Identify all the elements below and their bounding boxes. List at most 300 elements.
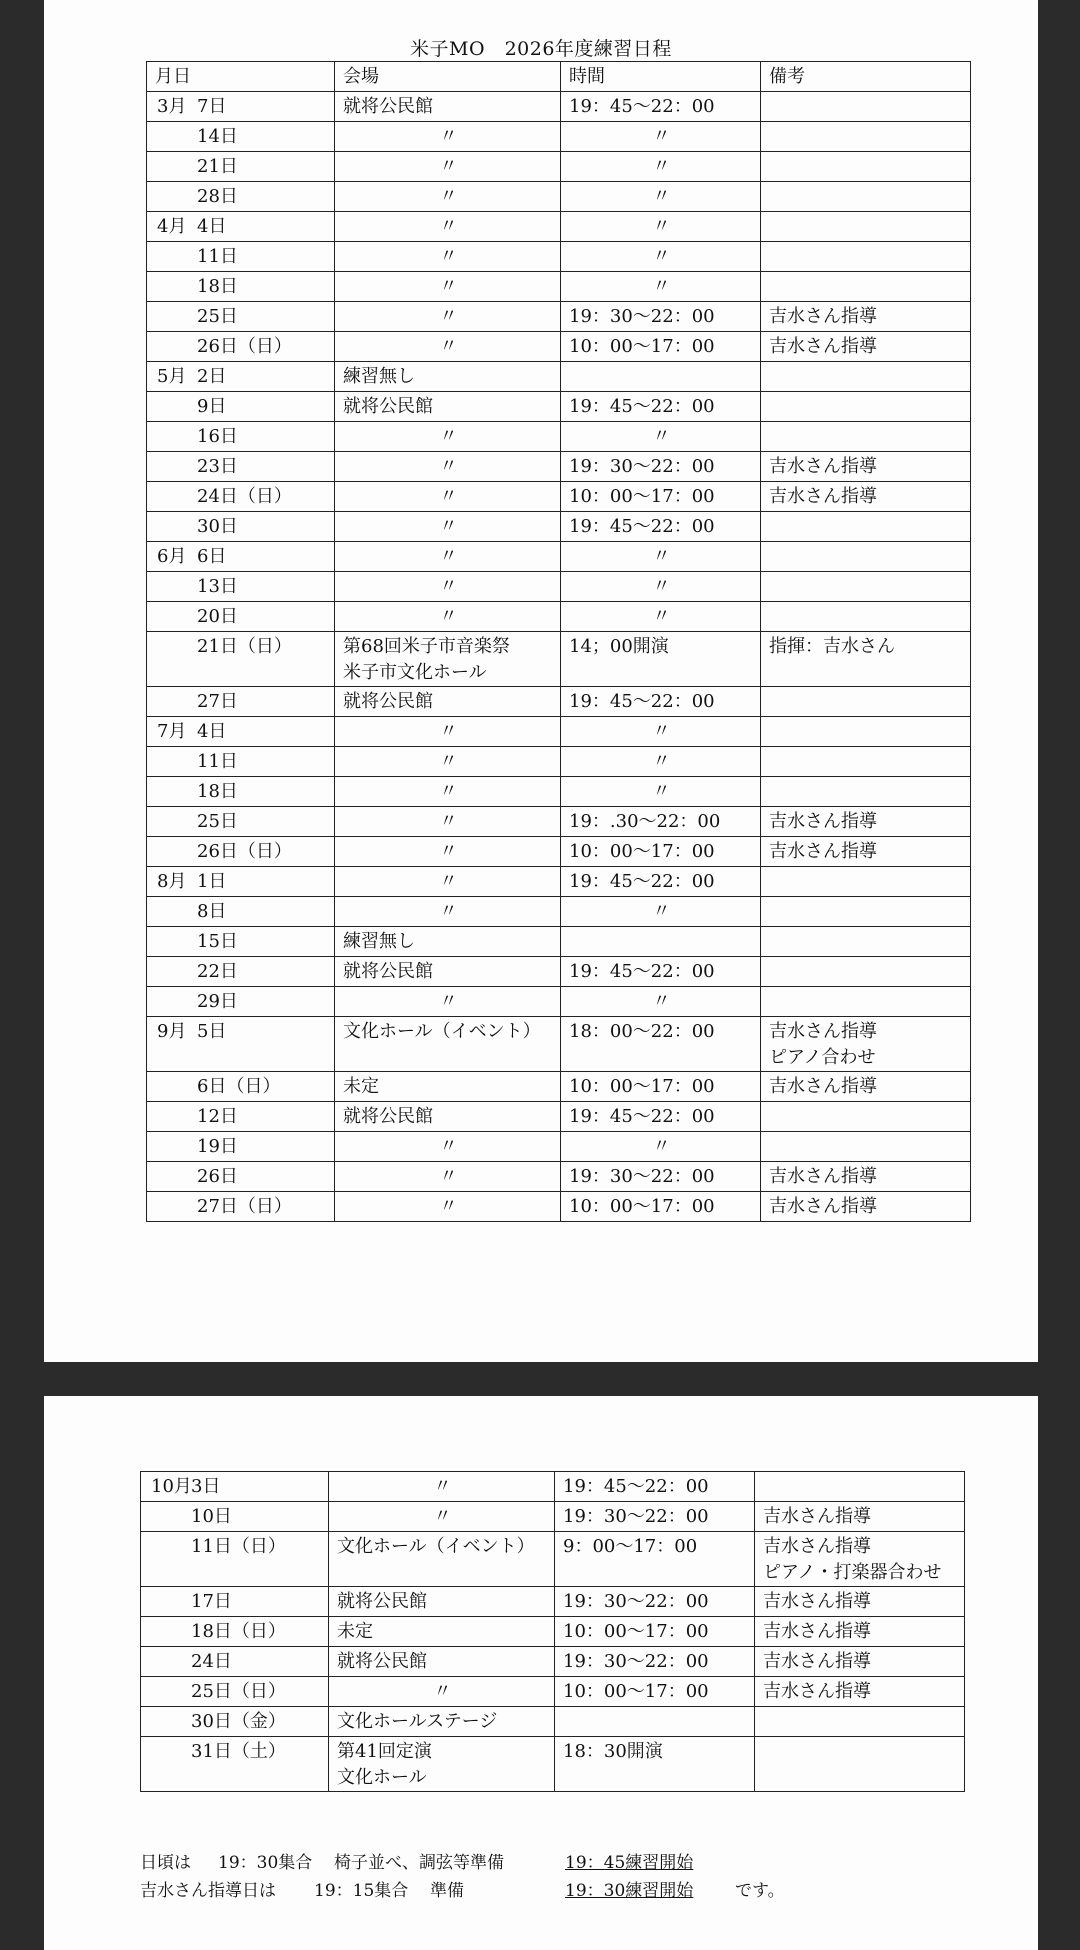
- venue-cell: [335, 542, 561, 572]
- date-cell: [147, 332, 335, 362]
- table-row: [147, 272, 971, 302]
- table-row: [147, 1017, 971, 1072]
- day-text: 11日: [197, 751, 238, 772]
- day-text: 25日: [197, 811, 238, 832]
- day-text: 22日: [197, 961, 238, 982]
- time-cell: [561, 1192, 761, 1222]
- table-row: [147, 807, 971, 837]
- venue-cell: [335, 927, 561, 957]
- date-cell: [147, 1132, 335, 1162]
- date-cell: [147, 572, 335, 602]
- venue-text: 就将公民館: [343, 961, 433, 982]
- time-text: 18：00〜22：00: [569, 1021, 715, 1042]
- time-cell: [555, 1532, 755, 1587]
- note-text: 指揮：吉水さん: [769, 636, 895, 657]
- venue-cell: [329, 1472, 555, 1502]
- venue-text: 未定: [337, 1621, 373, 1642]
- time-cell: [561, 1132, 761, 1162]
- day-text: 11日（日）: [191, 1536, 286, 1557]
- table-row: [147, 92, 971, 122]
- time-text: 〃: [652, 606, 671, 627]
- venue-cell: [335, 122, 561, 152]
- day-text: 1日: [197, 871, 227, 892]
- note-cell: [761, 152, 971, 182]
- footer-2-suffix: です。: [735, 1881, 785, 1901]
- note-cell: [761, 362, 971, 392]
- venue-text: 文化ホール（イベント）: [343, 1021, 541, 1042]
- day-text: 4日: [197, 216, 227, 237]
- venue-text: 〃: [439, 721, 458, 742]
- venue-cell: [335, 807, 561, 837]
- time-text: 〃: [652, 1136, 671, 1157]
- venue-text: 〃: [439, 306, 458, 327]
- table-row: [141, 1502, 965, 1532]
- time-text: 〃: [652, 156, 671, 177]
- venue-text: 〃: [439, 246, 458, 267]
- venue-text: 〃: [439, 426, 458, 447]
- day-text: 7日: [197, 96, 227, 117]
- venue-cell: [335, 717, 561, 747]
- time-text: 〃: [652, 991, 671, 1012]
- venue-cell: [329, 1587, 555, 1617]
- note-cell: [755, 1617, 965, 1647]
- footer-2-prep: 準備: [430, 1881, 464, 1901]
- note-cell: [761, 512, 971, 542]
- note-text: [769, 244, 964, 270]
- note-text: [769, 989, 964, 1015]
- time-cell: [555, 1677, 755, 1707]
- note-text: [769, 779, 964, 805]
- venue-cell: [329, 1677, 555, 1707]
- time-text: 〃: [652, 216, 671, 237]
- venue-text: 第68回米子市音楽祭: [343, 636, 510, 657]
- note-text: [769, 424, 964, 450]
- table-row: [147, 1102, 971, 1132]
- table-row: [141, 1707, 965, 1737]
- note-cell: [761, 1017, 971, 1072]
- time-text: 19：30〜22：00: [569, 456, 715, 477]
- date-cell: [147, 512, 335, 542]
- month-text: 10月: [151, 1476, 192, 1497]
- note-cell: [761, 777, 971, 807]
- note-cell: [755, 1472, 965, 1502]
- table-row: [147, 602, 971, 632]
- time-cell: [561, 1072, 761, 1102]
- footer-1-gather: 19：30集合: [218, 1853, 313, 1873]
- table-row: [147, 152, 971, 182]
- day-text: 12日: [197, 1106, 238, 1127]
- month-text: 6月: [157, 546, 187, 567]
- footer-line-2: [140, 1876, 785, 1901]
- venue-text: 米子市文化ホール: [343, 662, 487, 683]
- date-cell: [147, 362, 335, 392]
- day-text: 28日: [197, 186, 238, 207]
- day-text: 15日: [197, 931, 238, 952]
- venue-cell: [335, 837, 561, 867]
- table-row: [141, 1647, 965, 1677]
- note-text: [769, 184, 964, 210]
- time-text: 19：30〜22：00: [563, 1651, 709, 1672]
- day-text: 18日（日）: [191, 1621, 286, 1642]
- day-text: 14日: [197, 126, 238, 147]
- date-cell: [147, 1017, 335, 1072]
- venue-cell: [335, 302, 561, 332]
- note-cell: [761, 182, 971, 212]
- month-text: 4月: [157, 216, 187, 237]
- date-cell: [141, 1472, 329, 1502]
- header-time: 時間: [561, 62, 761, 92]
- venue-cell: [335, 1102, 561, 1132]
- note-cell: [755, 1502, 965, 1532]
- venue-text: 就将公民館: [337, 1591, 427, 1612]
- time-text: 〃: [652, 721, 671, 742]
- note-cell: [761, 1132, 971, 1162]
- time-text: 19：45〜22：00: [569, 961, 715, 982]
- table-header-row: [147, 62, 971, 92]
- day-text: 11日: [197, 246, 238, 267]
- note-cell: [761, 717, 971, 747]
- venue-cell: [335, 1192, 561, 1222]
- note-text: 吉水さん指導: [763, 1651, 871, 1672]
- time-text: 〃: [652, 126, 671, 147]
- time-cell: [555, 1587, 755, 1617]
- note-cell: [761, 837, 971, 867]
- date-cell: [147, 392, 335, 422]
- time-text: 19：45〜22：00: [569, 691, 715, 712]
- venue-cell: [335, 152, 561, 182]
- note-text: 吉水さん指導: [763, 1591, 871, 1612]
- date-cell: [147, 602, 335, 632]
- note-cell: [761, 957, 971, 987]
- time-text: 10：00〜17：00: [569, 336, 715, 357]
- time-text: 19：.30〜22：00: [569, 811, 721, 832]
- note-text: [769, 689, 964, 715]
- time-cell: [561, 542, 761, 572]
- date-cell: [147, 542, 335, 572]
- day-text: 10日: [191, 1506, 232, 1527]
- time-text: 10：00〜17：00: [569, 1196, 715, 1217]
- day-text: 23日: [197, 456, 238, 477]
- table-row: [147, 687, 971, 717]
- note-text: [769, 749, 964, 775]
- venue-text: 就将公民館: [343, 396, 433, 417]
- venue-cell: [335, 897, 561, 927]
- venue-text: 〃: [439, 1196, 458, 1217]
- day-text: 26日: [197, 1166, 238, 1187]
- table-row: [147, 482, 971, 512]
- header-note: 備考: [761, 62, 971, 92]
- time-cell: [561, 777, 761, 807]
- note-cell: [755, 1587, 965, 1617]
- date-cell: [147, 122, 335, 152]
- footer-1-label: 日頃は: [140, 1853, 191, 1873]
- time-text: 19：30〜22：00: [569, 306, 715, 327]
- table-row: [147, 212, 971, 242]
- time-cell: [561, 572, 761, 602]
- table-row: [141, 1472, 965, 1502]
- note-text: 吉水さん指導: [769, 811, 877, 832]
- time-text: 10：00〜17：00: [569, 486, 715, 507]
- time-text: 10：00〜17：00: [569, 1076, 715, 1097]
- table-row: [147, 867, 971, 897]
- note-text: 吉水さん指導: [769, 1166, 877, 1187]
- time-cell: [561, 152, 761, 182]
- time-text: 19：45〜22：00: [569, 396, 715, 417]
- header-venue: 会場: [335, 62, 561, 92]
- date-cell: [147, 867, 335, 897]
- venue-text: 〃: [439, 486, 458, 507]
- time-cell: [561, 687, 761, 717]
- table-row: [147, 927, 971, 957]
- note-cell: [761, 572, 971, 602]
- venue-text: 〃: [439, 1166, 458, 1187]
- note-text: 吉水さん指導: [769, 1196, 877, 1217]
- time-text: 19：45〜22：00: [569, 871, 715, 892]
- venue-cell: [335, 687, 561, 717]
- note-text: [769, 929, 964, 955]
- note-text: 吉水さん指導: [769, 306, 877, 327]
- date-cell: [141, 1617, 329, 1647]
- note-text: 吉水さん指導: [769, 1021, 877, 1042]
- venue-cell: [329, 1502, 555, 1532]
- date-cell: [147, 777, 335, 807]
- day-text: 19日: [197, 1136, 238, 1157]
- note-text: [769, 1134, 964, 1160]
- time-cell: [561, 987, 761, 1017]
- date-cell: [147, 927, 335, 957]
- month-text: 5月: [157, 366, 187, 387]
- day-text: 27日（日）: [197, 1196, 292, 1217]
- day-text: 4日: [197, 721, 227, 742]
- note-cell: [761, 602, 971, 632]
- day-text: 6日（日）: [197, 1076, 281, 1097]
- venue-text: 就将公民館: [343, 1106, 433, 1127]
- table-row: [147, 422, 971, 452]
- note-text: ピアノ・打楽器合わせ: [763, 1562, 942, 1583]
- time-cell: [561, 302, 761, 332]
- date-cell: [141, 1707, 329, 1737]
- time-cell: [561, 452, 761, 482]
- date-cell: [147, 717, 335, 747]
- date-cell: [147, 747, 335, 777]
- table-row: [147, 572, 971, 602]
- time-cell: [561, 602, 761, 632]
- note-cell: [761, 242, 971, 272]
- note-cell: [761, 332, 971, 362]
- note-text: 吉水さん指導: [769, 486, 877, 507]
- venue-text: 〃: [439, 276, 458, 297]
- note-cell: [755, 1737, 965, 1792]
- note-text: [769, 154, 964, 180]
- venue-text: 〃: [439, 991, 458, 1012]
- day-text: 21日: [197, 156, 238, 177]
- time-text: 19：30〜22：00: [563, 1591, 709, 1612]
- date-cell: [147, 452, 335, 482]
- time-cell: [561, 867, 761, 897]
- table-row: [147, 242, 971, 272]
- venue-text: 〃: [439, 1136, 458, 1157]
- note-text: [769, 514, 964, 540]
- note-text: 吉水さん指導: [763, 1681, 871, 1702]
- note-cell: [761, 452, 971, 482]
- note-text: [769, 364, 964, 390]
- table-row: [147, 512, 971, 542]
- time-text: 〃: [652, 901, 671, 922]
- time-text: 19：30〜22：00: [563, 1506, 709, 1527]
- date-cell: [147, 687, 335, 717]
- day-text: 21日（日）: [197, 636, 292, 657]
- time-text: 〃: [652, 546, 671, 567]
- note-cell: [761, 632, 971, 687]
- note-text: 吉水さん指導: [763, 1621, 871, 1642]
- venue-text: 文化ホール: [337, 1767, 427, 1788]
- note-text: 吉水さん指導: [769, 456, 877, 477]
- note-cell: [761, 867, 971, 897]
- table-row: [147, 362, 971, 392]
- note-text: [769, 214, 964, 240]
- table-row: [141, 1532, 965, 1587]
- time-text: 10：00〜17：00: [563, 1681, 709, 1702]
- day-text: 5日: [197, 1021, 227, 1042]
- time-text: 〃: [652, 276, 671, 297]
- day-text: 3日: [191, 1476, 221, 1497]
- note-text: [763, 1739, 958, 1765]
- day-text: 13日: [197, 576, 238, 597]
- venue-text: 〃: [433, 1506, 452, 1527]
- venue-cell: [335, 392, 561, 422]
- note-cell: [761, 302, 971, 332]
- note-cell: [761, 1072, 971, 1102]
- note-text: [769, 959, 964, 985]
- venue-cell: [329, 1532, 555, 1587]
- venue-cell: [335, 777, 561, 807]
- note-cell: [755, 1707, 965, 1737]
- date-cell: [147, 957, 335, 987]
- time-cell: [555, 1472, 755, 1502]
- venue-text: 就将公民館: [343, 96, 433, 117]
- venue-text: 〃: [439, 546, 458, 567]
- time-cell: [561, 422, 761, 452]
- time-cell: [561, 927, 761, 957]
- time-cell: [555, 1617, 755, 1647]
- note-text: [769, 544, 964, 570]
- date-cell: [147, 242, 335, 272]
- document-page-1: [44, 0, 1038, 1362]
- day-text: 18日: [197, 276, 238, 297]
- time-cell: [561, 717, 761, 747]
- venue-cell: [329, 1617, 555, 1647]
- note-text: 吉水さん指導: [763, 1536, 871, 1557]
- date-cell: [147, 482, 335, 512]
- table-row: [141, 1737, 965, 1792]
- time-text: 10：00〜17：00: [563, 1621, 709, 1642]
- table-row: [147, 837, 971, 867]
- day-text: 29日: [197, 991, 238, 1012]
- note-cell: [761, 687, 971, 717]
- footer-1-prep: 椅子並べ、調弦等準備: [334, 1853, 504, 1873]
- venue-cell: [335, 572, 561, 602]
- venue-cell: [335, 482, 561, 512]
- note-text: [769, 94, 964, 120]
- date-cell: [147, 92, 335, 122]
- schedule-table-page-1: [146, 61, 971, 1222]
- table-row: [147, 122, 971, 152]
- day-text: 18日: [197, 781, 238, 802]
- table-row: [147, 747, 971, 777]
- day-text: 20日: [197, 606, 238, 627]
- note-cell: [761, 897, 971, 927]
- table-row: [147, 332, 971, 362]
- venue-text: 〃: [439, 576, 458, 597]
- footer-2-start: 19：30練習開始: [565, 1881, 694, 1901]
- date-cell: [147, 807, 335, 837]
- footer-line-1: [140, 1848, 693, 1873]
- date-cell: [141, 1737, 329, 1792]
- day-text: 25日（日）: [191, 1681, 286, 1702]
- note-cell: [761, 542, 971, 572]
- footer-1-start: 19：45練習開始: [565, 1853, 694, 1873]
- month-text: 7月: [157, 721, 187, 742]
- note-text: [769, 719, 964, 745]
- venue-cell: [335, 987, 561, 1017]
- note-cell: [755, 1647, 965, 1677]
- note-cell: [761, 212, 971, 242]
- time-cell: [561, 957, 761, 987]
- time-text: 〃: [652, 186, 671, 207]
- venue-text: 就将公民館: [343, 691, 433, 712]
- date-cell: [147, 152, 335, 182]
- day-text: 30日: [197, 516, 238, 537]
- table-row: [147, 957, 971, 987]
- table-row: [147, 777, 971, 807]
- venue-cell: [329, 1707, 555, 1737]
- venue-cell: [335, 422, 561, 452]
- venue-cell: [335, 242, 561, 272]
- time-cell: [561, 837, 761, 867]
- month-text: 3月: [157, 96, 187, 117]
- note-text: [763, 1709, 958, 1735]
- note-text: [769, 899, 964, 925]
- note-cell: [761, 927, 971, 957]
- day-text: 2日: [197, 366, 227, 387]
- venue-cell: [335, 182, 561, 212]
- time-cell: [561, 632, 761, 687]
- table-row: [147, 717, 971, 747]
- date-cell: [147, 837, 335, 867]
- time-cell: [561, 242, 761, 272]
- time-text: 19：45〜22：00: [569, 516, 715, 537]
- table-row: [147, 302, 971, 332]
- venue-cell: [335, 332, 561, 362]
- date-cell: [147, 272, 335, 302]
- note-cell: [755, 1677, 965, 1707]
- venue-text: 練習無し: [343, 366, 415, 387]
- venue-text: 未定: [343, 1076, 379, 1097]
- time-cell: [561, 512, 761, 542]
- venue-text: 〃: [439, 606, 458, 627]
- note-text: 吉水さん指導: [769, 1076, 877, 1097]
- time-text: 19：45〜22：00: [569, 96, 715, 117]
- time-text: 〃: [652, 576, 671, 597]
- note-cell: [761, 272, 971, 302]
- document-page-2: [44, 1396, 1038, 1950]
- venue-cell: [335, 362, 561, 392]
- venue-text: 〃: [439, 456, 458, 477]
- venue-text: 文化ホール（イベント）: [337, 1536, 535, 1557]
- time-text: 19：45〜22：00: [569, 1106, 715, 1127]
- venue-cell: [329, 1737, 555, 1792]
- venue-cell: [335, 512, 561, 542]
